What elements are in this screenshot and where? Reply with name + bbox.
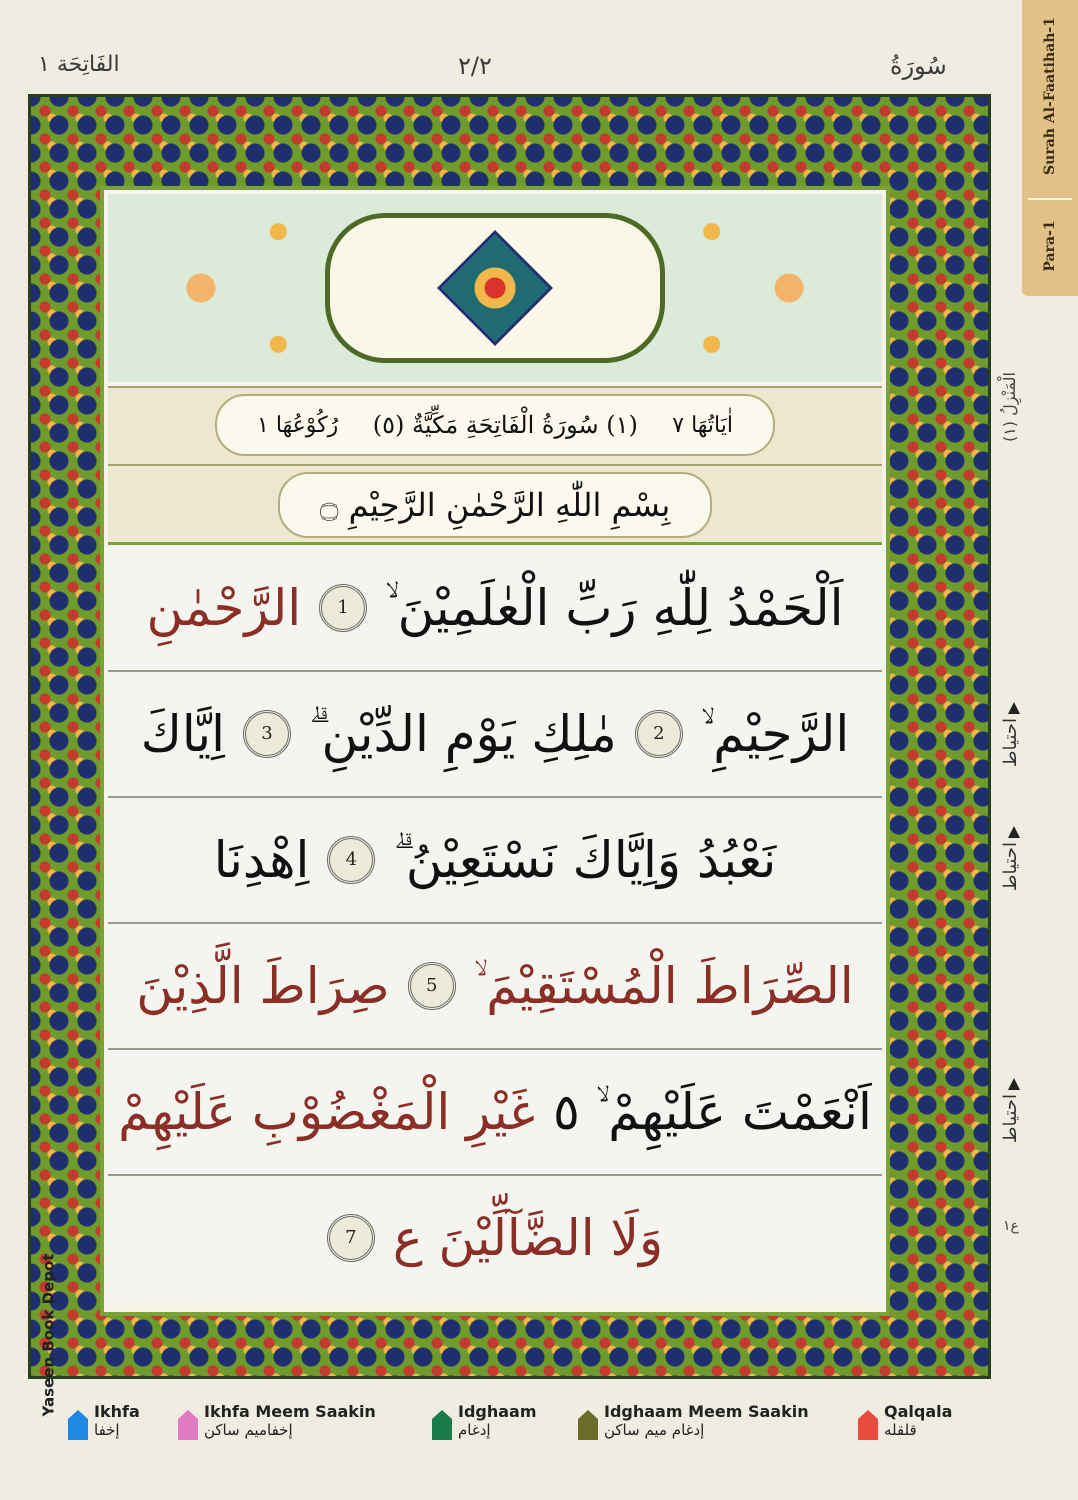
verse-line (108, 672, 882, 798)
header-surah-name: الفَاتِحَة ١ (38, 52, 120, 77)
side-tab-para: Para-1 (1042, 220, 1058, 272)
legend-label: Idghaam (458, 1402, 537, 1421)
ayah-number-marker: 3 (243, 710, 291, 758)
legend-item-idghaam (432, 1402, 537, 1440)
legend-item-ikhfa-meem-saakin (178, 1402, 376, 1440)
legend-item-qalqala (858, 1402, 952, 1440)
tajweed-legend (0, 1402, 1078, 1452)
publisher-name: Yaseen Book Depot (39, 1253, 57, 1417)
verse-text: مٰلِكِ يَوْمِ الدِّيْنِ ۗ (308, 705, 617, 763)
verse-text: وَلَا الضَّآلِّيْنَ ع (392, 1209, 664, 1267)
margin-note: احتياط (1000, 718, 1021, 768)
arrow-up-icon (1008, 826, 1020, 838)
ayah-number-marker: 2 (635, 710, 683, 758)
side-tab-divider (1028, 198, 1072, 200)
verse-line (108, 924, 882, 1050)
top-ornament (108, 194, 882, 382)
legend-item-ikhfa (68, 1402, 140, 1440)
ornament-medallion (325, 213, 665, 363)
ruku-count: رُكُوْعُهَا ١ (257, 412, 339, 438)
medallion-star-icon (437, 230, 553, 346)
side-tab-surah: Surah Al-Faatihah-1 (1042, 17, 1058, 175)
verse-text: اِيَّاكَ (140, 705, 225, 763)
manzil-marker: الْمَنْزِلُ (١) (1000, 372, 1019, 443)
legend-label-ar: إدغام (458, 1421, 491, 1439)
arrow-up-icon (1008, 702, 1020, 714)
house-icon (432, 1410, 452, 1440)
margin-note: احتياط (1000, 842, 1021, 892)
ayah-number-marker: 7 (327, 1214, 375, 1262)
surah-title-band (108, 386, 882, 466)
verse-text: الصِّرَاطَ الْمُسْتَقِيْمَ ۙ (473, 957, 854, 1015)
legend-label: Idghaam Meem Saakin (604, 1402, 809, 1421)
verse-text: اَنْعَمْتَ عَلَيْهِمْ ۙ ٥ (552, 1083, 872, 1141)
ruku-end-marker: ع١ (1003, 1218, 1019, 1234)
verse-line (108, 546, 882, 672)
legend-label: Qalqala (884, 1402, 953, 1421)
verse-line (108, 798, 882, 924)
surah-title: (١) سُورَةُ الْفَاتِحَةِ مَكِّيَّةٌ (٥) (372, 411, 638, 439)
surah-title-cartouche (215, 394, 775, 456)
house-icon (578, 1410, 598, 1440)
verse-text: الرَّحْمٰنِ (146, 579, 302, 637)
ayah-number-marker: 5 (408, 962, 456, 1010)
verse-lines (108, 546, 882, 1300)
house-icon (178, 1410, 198, 1440)
ayah-number-marker: 1 (319, 584, 367, 632)
ayat-count: اٰيَاتُهَا ٧ (672, 412, 733, 438)
ayah-number-marker: 4 (327, 836, 375, 884)
legend-label: Ikhfa Meem Saakin (204, 1402, 376, 1421)
bismillah-band (108, 466, 882, 545)
verse-text: اِهْدِنَا (213, 831, 310, 889)
house-icon (858, 1410, 878, 1440)
legend-label-ar: إدغام ميم ساكن (604, 1421, 705, 1439)
margin-note: احتياط (1000, 1094, 1021, 1144)
legend-label-ar: قلقله (884, 1421, 917, 1439)
surah-side-tab (1022, 0, 1078, 296)
arrow-up-icon (1008, 1078, 1020, 1090)
publisher-label (36, 1253, 60, 1417)
legend-label-ar: إخفا (94, 1421, 120, 1439)
verse-line (108, 1176, 882, 1300)
bismillah: بِسْمِ اللّٰهِ الرَّحْمٰنِ الرَّحِيْمِ ۝ (278, 472, 712, 538)
legend-label: Ikhfa (94, 1402, 140, 1421)
page-number: ٢/٢ (458, 52, 492, 80)
house-icon (68, 1410, 88, 1440)
legend-label-ar: إخفاميم ساكن (204, 1421, 293, 1439)
verse-text: نَعْبُدُ وَاِيَّاكَ نَسْتَعِيْنُ ۗ (393, 831, 777, 889)
page-content (100, 186, 890, 1316)
verse-text: غَيْرِ الْمَغْضُوْبِ عَلَيْهِمْ (118, 1083, 535, 1141)
verse-line (108, 1050, 882, 1176)
verse-text: اَلْحَمْدُ لِلّٰهِ رَبِّ الْعٰلَمِيْنَ ۙ (385, 579, 844, 637)
header-surah-label: سُورَةُ (890, 52, 947, 80)
verse-text: صِرَاطَ الَّذِيْنَ (136, 957, 390, 1015)
verse-text: الرَّحِيْمِ ۙ (700, 705, 850, 763)
legend-item-idghaam-meem-saakin (578, 1402, 809, 1440)
